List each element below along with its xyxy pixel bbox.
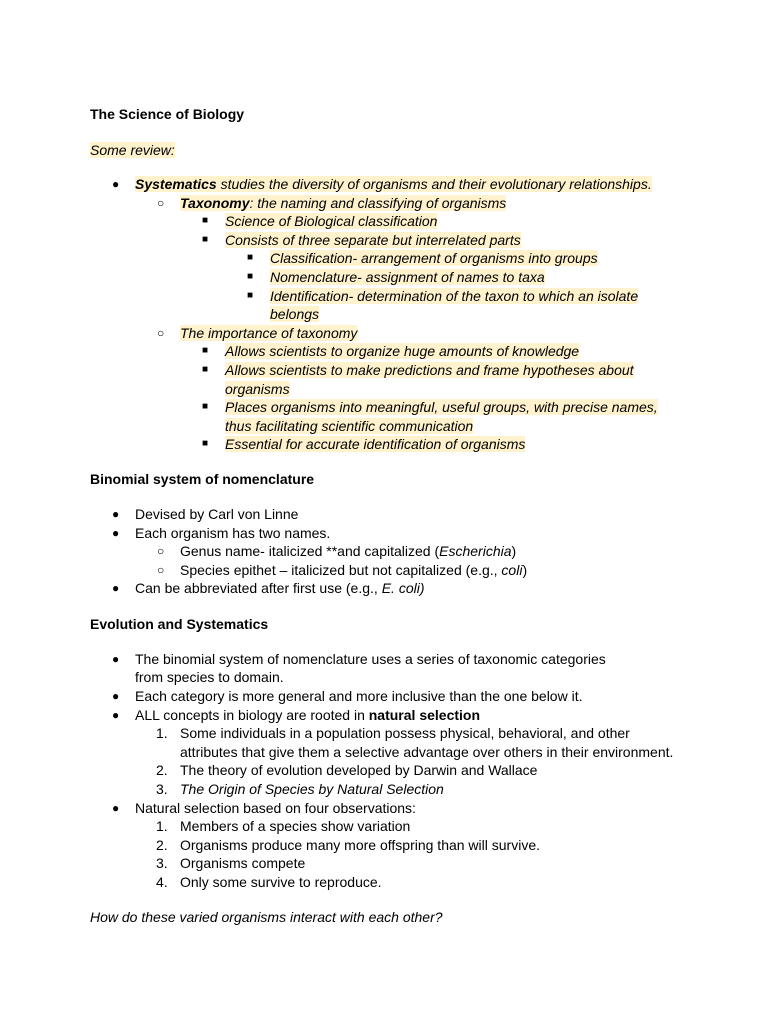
list-item-species: ○ Species epithet – italicized but not capitalized (e.g., coli): [157, 561, 528, 578]
list-item-binomial-3: ● Can be abbreviated after first use (e.g., E. coli): [112, 580, 425, 597]
square-bullet-icon: ■: [202, 215, 209, 227]
circle-bullet-icon: ○: [157, 544, 165, 559]
list-number: 1.: [156, 818, 168, 835]
list-number: 2.: [156, 762, 168, 779]
list-item-genus: ○ Genus name- italicized **and capitalized (Escherichia): [157, 543, 517, 560]
document-page: [90, 105, 690, 927]
square-bullet-icon: ■: [247, 252, 254, 264]
list-item-importance-2: ■ Allows scientists to make predictions and frame hypotheses about organisms: [202, 361, 634, 397]
bullet-icon: ●: [112, 689, 120, 704]
bullet-icon: ●: [112, 651, 120, 666]
list-item-selection-1: 1. Some individuals in a population possess physical, behavioral, and other attributes that give them a selective advantage over others in their environment.: [156, 725, 674, 760]
bullet-icon: ●: [112, 177, 120, 191]
circle-bullet-icon: ○: [157, 325, 165, 340]
review-label: Some review:: [90, 142, 175, 158]
square-bullet-icon: ■: [202, 438, 209, 450]
list-item-taxonomy: ○ Taxonomy: the naming and classifying of organisms: [157, 194, 507, 211]
list-item-evolution-2: ● Each category is more general and more inclusive than the one below it.: [112, 688, 583, 705]
section-title-evolution: Evolution and Systematics: [90, 615, 269, 632]
systematics-list: [90, 175, 690, 454]
square-bullet-icon: ■: [247, 289, 254, 301]
square-bullet-icon: ■: [247, 270, 254, 282]
observations-list: [90, 817, 690, 891]
list-item-importance-3: ■ Places organisms into meaningful, useful groups, with precise names, thus facilitating scientific communication: [202, 399, 658, 434]
bullet-icon: ●: [112, 525, 120, 540]
list-item-binomial-2: ● Each organism has two names.: [112, 524, 331, 541]
list-number: 3.: [156, 855, 168, 872]
bullet-icon: ●: [112, 581, 120, 596]
list-number: 2.: [156, 836, 168, 853]
square-bullet-icon: ■: [202, 345, 209, 357]
list-item-selection-2: 2. The theory of evolution developed by Darwin and Wallace: [156, 762, 538, 779]
bullet-icon: ●: [112, 506, 120, 521]
list-item-tax-1: ■ Science of Biological classification: [202, 213, 438, 230]
list-item-part-3: ■ Identification- determination of the taxon to which an isolate belongs: [247, 287, 639, 323]
list-item-observation-3: 3. Organisms compete: [156, 855, 306, 872]
list-item-importance-4: ■ Essential for accurate identification of organisms: [202, 436, 526, 453]
circle-bullet-icon: ○: [157, 562, 165, 577]
evolution-list-continued: [90, 799, 690, 818]
list-number: 1.: [156, 725, 168, 742]
square-bullet-icon: ■: [202, 401, 209, 413]
list-item-binomial-1: ● Devised by Carl von Linne: [112, 505, 299, 522]
list-item-observation-4: 4. Only some survive to reproduce.: [156, 874, 382, 890]
section-title-binomial: Binomial system of nomenclature: [90, 470, 315, 487]
list-item-observation-1: 1. Members of a species show variation: [156, 818, 411, 835]
list-item-evolution-1: ● The binomial system of nomenclature uses a series of taxonomic categories from species to domain.: [112, 650, 606, 686]
list-item-selection-3: 3. The Origin of Species by Natural Selection: [156, 781, 444, 798]
list-item-importance-1: ■ Allows scientists to organize huge amounts of knowledge: [202, 343, 580, 360]
list-item-tax-2: ■ Consists of three separate but interrelated parts: [202, 231, 521, 248]
binomial-list: [90, 505, 690, 598]
list-item-evolution-4: ● Natural selection based on four observations:: [112, 799, 416, 816]
selection-list: [90, 724, 690, 798]
closing-question: How do these varied organisms interact with each other?: [90, 908, 443, 925]
list-item-evolution-3: ● ALL concepts in biology are rooted in natural selection: [112, 706, 481, 723]
section-title-science: The Science of Biology: [90, 106, 245, 122]
evolution-list: [90, 650, 690, 724]
list-item-systematics: ● Systematics studies the diversity of organisms and their evolutionary relationships.: [112, 176, 652, 192]
square-bullet-icon: ■: [202, 233, 209, 245]
list-item-importance: ○ The importance of taxonomy: [157, 324, 358, 341]
circle-bullet-icon: ○: [157, 195, 165, 210]
square-bullet-icon: ■: [202, 363, 209, 375]
bullet-icon: ●: [112, 800, 120, 815]
bullet-icon: ●: [112, 707, 120, 722]
list-item-observation-2: 2. Organisms produce many more offspring than will survive.: [156, 836, 541, 853]
list-number: 3.: [156, 781, 168, 798]
list-number: 4.: [156, 874, 168, 890]
list-item-part-1: ■ Classification- arrangement of organisms into groups: [247, 250, 598, 267]
list-item-part-2: ■ Nomenclature- assignment of names to taxa: [247, 268, 545, 285]
